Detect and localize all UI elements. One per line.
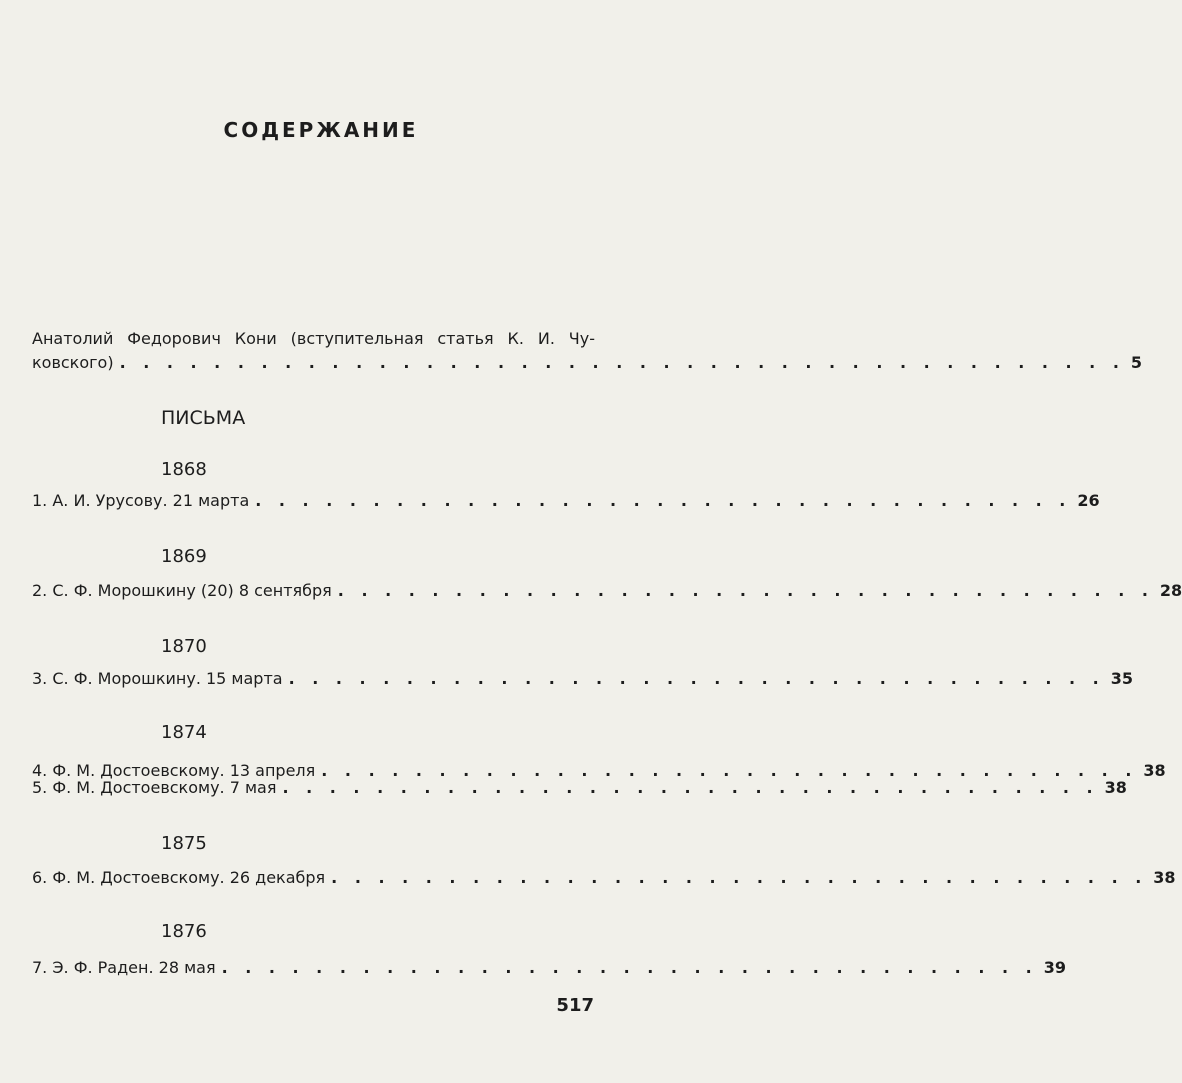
dot-leader: . . . . . . . . . . . . . . . . . . . . . . . . . . . . . . . . . . .: [321, 761, 1138, 780]
toc-entry-page: 38: [1153, 868, 1176, 887]
intro-line-2-text: ковского): [32, 353, 114, 372]
toc-entry: [32, 778, 1127, 797]
dot-leader: . . . . . . . . . . . . . . . . . . . . . . . . . . . . . . . . . . .: [288, 669, 1105, 688]
toc-entry-page: 28: [1159, 581, 1182, 600]
dot-leader: . . . . . . . . . . . . . . . . . . . . . . . . . . . . . . . . . . .: [337, 581, 1154, 600]
year-heading: 1876: [161, 921, 207, 942]
toc-entry: [32, 868, 1176, 887]
toc-entry: [32, 958, 1066, 977]
dot-leader: . . . . . . . . . . . . . . . . . . . . . . . . . . . . . . . . . . . . . . . . . . .: [119, 353, 1125, 372]
intro-page-number: 5: [1130, 353, 1143, 372]
page-number: 517: [556, 995, 594, 1016]
intro-line-1: Анатолий Федорович Кони (вступительная статья К. И. Чу-: [32, 329, 595, 348]
year-heading: 1874: [161, 722, 207, 743]
dot-leader: . . . . . . . . . . . . . . . . . . . . . . . . . . . . . . . . . . .: [221, 958, 1038, 977]
toc-entry-text: 5. Ф. М. Достоевскому. 7 мая: [32, 778, 277, 797]
toc-entry-text: 1. А. И. Урусову. 21 марта: [32, 491, 250, 510]
toc-entry: [32, 581, 1182, 600]
dot-leader: . . . . . . . . . . . . . . . . . . . . . . . . . . . . . . . . . . .: [331, 868, 1148, 887]
year-heading: 1870: [161, 636, 207, 657]
intro-entry: [32, 327, 1143, 375]
page-title: СОДЕРЖАНИЕ: [223, 118, 419, 142]
toc-entry-page: 38: [1143, 761, 1166, 780]
year-heading: 1875: [161, 833, 207, 854]
toc-entry-text: 7. Э. Ф. Раден. 28 мая: [32, 958, 216, 977]
toc-entry-page: 38: [1104, 778, 1127, 797]
toc-entry-text: 3. С. Ф. Морошкину. 15 марта: [32, 669, 283, 688]
toc-entry-text: 4. Ф. М. Достоевскому. 13 апреля: [32, 761, 316, 780]
year-heading: 1868: [161, 459, 207, 480]
toc-entry: [32, 491, 1100, 510]
toc-entry-text: 6. Ф. М. Достоевскому. 26 декабря: [32, 868, 326, 887]
year-heading: 1869: [161, 546, 207, 567]
dot-leader: . . . . . . . . . . . . . . . . . . . . . . . . . . . . . . . . . . .: [282, 778, 1099, 797]
toc-entry-page: 39: [1043, 958, 1066, 977]
section-title: ПИСЬМА: [161, 407, 246, 429]
toc-entry-page: 35: [1110, 669, 1133, 688]
toc-entry-page: 26: [1077, 491, 1100, 510]
intro-line-2: [32, 351, 1143, 375]
toc-entry: [32, 669, 1133, 688]
toc-entry-text: 2. С. Ф. Морошкину (20) 8 сентября: [32, 581, 332, 600]
dot-leader: . . . . . . . . . . . . . . . . . . . . . . . . . . . . . . . . . . .: [255, 491, 1072, 510]
